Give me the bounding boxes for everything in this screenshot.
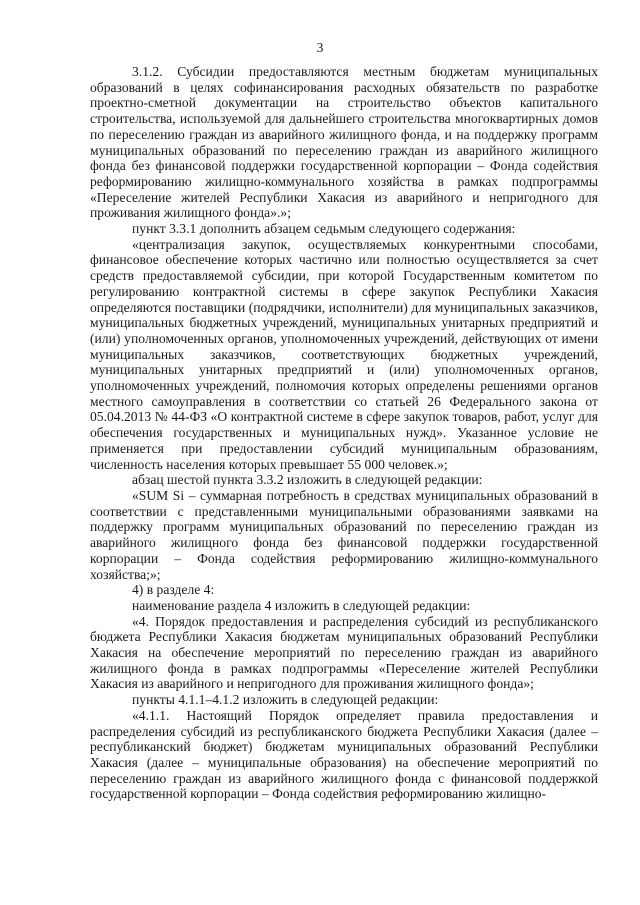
paragraph-amend-4-1-1: пункты 4.1.1–4.1.2 изложить в следующей редакции:	[132, 692, 439, 708]
paragraph-section-4-title: «4. Порядок предоставления и распределения субсидий из республиканского бюджета Республики Хакасия бюджетам муниципальных образований Республики Хакасия на обеспечение мероприятий по переселению граждан из аварийного жилищного фонда в рамках подпрограммы «Переселение жителей Республики Хакасия из аварийного и непригодного для проживания жилищного фонда»;	[90, 613, 598, 692]
page-number: 3	[316, 40, 324, 55]
paragraph-amend-3-3-1: пункт 3.3.1 дополнить абзацем седьмым следующего содержания:	[132, 221, 516, 237]
paragraph-centralization: «централизация закупок, осуществляемых конкурентными способами, финансовое обеспечение которых частично или полностью осуществляется за счет средств предоставляемой субсидии, при которой Государственным комитетом по регулированию контрактной системы в сфере закупок Республики Хакасия определяются поставщики (подрядчики, исполнители) для муниципальных заказчиков, муниципальных бюджетных учреждений, муниципальных унитарных предприятий и (или) уполномоченных органов, уполномоченных учреждений, действующих от имени муниципальных заказчиков, соответствующих бюджетных учреждений, муниципальных унитарных предприятий и (или) уполномоченных органов, уполномоченных учреждений, полномочия которых определены решениями органов местного самоуправления в соответствии со статьей 26 Федерального закона от 05.04.2013 № 44-ФЗ «О контрактной системе в сфере закупок товаров, работ, услуг для обеспечения государственных и муниципальных нужд». Указанное условие не применяется при предоставлении субсидий муниципальным образованиям, численность населения которых превышает 55 000 человек.»;	[90, 236, 598, 472]
paragraph-amend-3-3-2: абзац шестой пункта 3.3.2 изложить в следующей редакции:	[132, 472, 483, 488]
paragraph-section-4: 4) в разделе 4:	[132, 582, 215, 598]
paragraph-sum-si: «SUM Si – суммарная потребность в средствах муниципальных образований в соответствии с представленными муниципальными образованиями заявками на поддержку программ муниципальных образований по переселению граждан из аварийного жилищного фонда без финансовой поддержки государственной корпорации – Фонда содействия реформированию жилищно-коммунального хозяйства;»;	[90, 487, 598, 582]
paragraph-section-4-title-intro: наименование раздела 4 изложить в следующей редакции:	[132, 597, 471, 613]
paragraph-3-1-2: 3.1.2. Субсидии предоставляются местным бюджетам муниципальных образований в целях софинансирования расходных обязательств по разработке проектно-сметной документации на строительство объектов капитального строительства, используемой для дальнейшего строительства многоквартирных домов по переселению граждан из аварийного жилищного фонда, и на поддержку программ муниципальных образований по переселению граждан из аварийного жилищного фонда без финансовой поддержки государственной корпорации – Фонда содействия реформированию жилищно-коммунального хозяйства в рамках подпрограммы «Переселение жителей Республики Хакасия из аварийного и непригодного для проживания жилищного фонда».»;	[90, 64, 598, 221]
paragraph-4-1-1: «4.1.1. Настоящий Порядок определяет правила предоставления и распределения субсидий из республиканского бюджета Республики Хакасия (далее – республиканский бюджет) бюджетам муниципальных образований Республики Хакасия (далее – муниципальные образования) на обеспечение мероприятий по переселению граждан из аварийного жилищного фонда с финансовой поддержкой государственной корпорации – Фонда содействия реформированию жилищно-	[90, 707, 598, 802]
document-body	[90, 64, 598, 802]
